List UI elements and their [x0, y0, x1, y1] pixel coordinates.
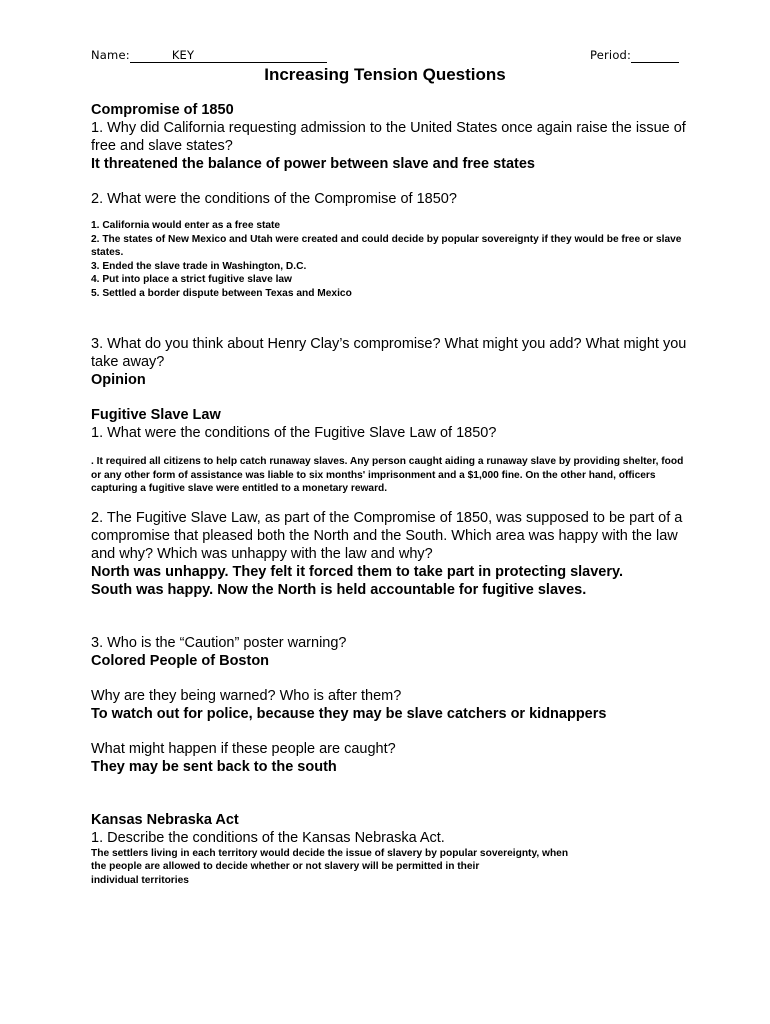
- name-blank-2: [194, 48, 327, 63]
- name-blank-1: [130, 48, 172, 63]
- name-label: Name:: [91, 48, 130, 62]
- period-blank: [631, 48, 679, 63]
- answer-compromise-3: Opinion: [91, 372, 146, 388]
- answer-list-item: 3. Ended the slave trade in Washington, D.C.: [91, 260, 307, 272]
- question-kansas-1: 1. Describe the conditions of the Kansas Nebraska Act.: [91, 829, 445, 846]
- answer-fugitive-1: . It required all citizens to help catch runaway slaves. Any person caught aiding a runaway slave by providing shelter, food or any other form of assistance was liable to six months' imprisonment and a $1,000 fine. On the other hand, officers capturing a fugitive slave were entitled to a monetary reward.: [91, 456, 684, 494]
- question-fugitive-5: What might happen if these people are caught?: [91, 740, 396, 757]
- answer-list-item: 4. Put into place a strict fugitive slave law: [91, 274, 292, 285]
- question-fugitive-3: 3. Who is the “Caution” poster warning?: [91, 634, 347, 651]
- answer-fugitive-3: Colored People of Boston: [91, 652, 270, 669]
- name-value: KEY: [171, 48, 195, 62]
- section-heading-compromise: Compromise of 1850: [91, 102, 234, 118]
- section-heading-kansas: Kansas Nebraska Act: [91, 811, 239, 828]
- answer-kansas-1-line3: individual territories: [91, 874, 189, 886]
- answer-list-item: 2. The states of New Mexico and Utah were created and could decide by popular sovereignty if they would be free or slave states.: [91, 233, 682, 258]
- name-line: [91, 48, 327, 63]
- question-compromise-3: 3. What do you think about Henry Clay’s compromise? What might you add? What might you take away?: [91, 336, 687, 370]
- answer-fugitive-5: They may be sent back to the south: [91, 758, 337, 775]
- question-fugitive-1: 1. What were the conditions of the Fugitive Slave Law of 1850?: [91, 425, 497, 441]
- section-heading-fugitive: Fugitive Slave Law: [91, 407, 221, 423]
- answer-kansas-1-line1: The settlers living in each territory would decide the issue of slavery by popular sovereignty, when: [91, 847, 569, 859]
- question-compromise-2: 2. What were the conditions of the Compromise of 1850?: [91, 191, 457, 207]
- question-content: [91, 101, 691, 887]
- page-title: Increasing Tension Questions: [264, 65, 506, 84]
- period-label: Period:: [590, 48, 632, 62]
- question-fugitive-2: 2. The Fugitive Slave Law, as part of the Compromise of 1850, was supposed to be part of a compromise that pleased both the North and the South. Which area was happy with the law and why? Which was unhappy with the law and why?: [91, 509, 683, 562]
- answer-fugitive-4: To watch out for police, because they may be slave catchers or kidnappers: [91, 705, 607, 722]
- answer-fugitive-2-north: North was unhappy. They felt it forced them to take part in protecting slavery.: [91, 563, 624, 580]
- answer-compromise-1: It threatened the balance of power between slave and free states: [91, 156, 535, 172]
- period-line: [590, 48, 679, 63]
- question-fugitive-4: Why are they being warned? Who is after them?: [91, 687, 402, 704]
- answer-compromise-2-list: [91, 219, 691, 300]
- answer-fugitive-2-south: South was happy. Now the North is held accountable for fugitive slaves.: [91, 581, 587, 598]
- question-compromise-1: 1. Why did California requesting admission to the United States once again raise the issue of free and slave states?: [91, 120, 686, 154]
- answer-list-item: 5. Settled a border dispute between Texas and Mexico: [91, 287, 352, 299]
- answer-kansas-1-line2: the people are allowed to decide whether or not slavery will be permitted in their: [91, 861, 480, 872]
- answer-list-item: 1. California would enter as a free state: [91, 220, 281, 231]
